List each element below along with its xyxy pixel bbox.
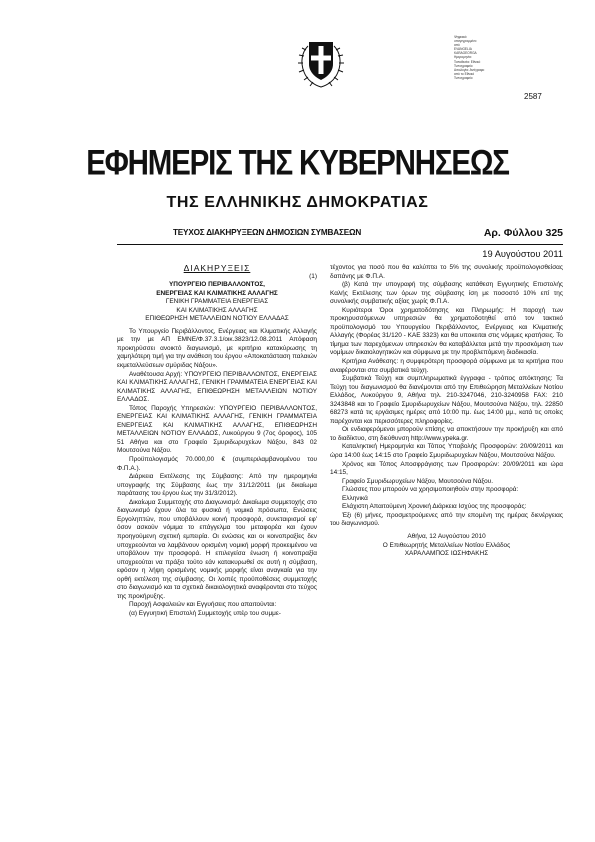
authority-line: ΓΕΝΙΚΗ ΓΡΑΜΜΑΤΕΙΑ ΕΝΕΡΓΕΙΑΣ <box>165 298 269 306</box>
paragraph: Προϋπολογισμός 70.000,00 € (συμπεριλαμβανομένου του Φ.Π.Α.). <box>117 456 317 472</box>
left-column <box>117 264 317 618</box>
paragraph: Κυριότεροι Όροι χρηματοδότησης και Πληρωμής: Η παροχή των προκηρυσσόμενων υπηρεσιών θα χρηματοδοτηθεί από τον τακτικό προϋπολογισμό του Υπουργείου Περιβάλλοντος, Ενέργειας και Κλιματικής Αλλαγής (Φορέας 31/120 - ΚΑΕ 3323) και θα υποκειται στις νόμιμες κρατήσεις. Το τίμημα των παρεχόμενων υπηρεσιών θα καταβάλλεται μετά την προσκόμιση των νομίμων δικαιολογητικών και σύμφωνα με την προβλεπόμενη διαδικασία. <box>330 306 563 357</box>
paragraph: Καταληκτική Ημερομηνία και Τόπος Υποβολής Προσφορών: 20/09/2011 και ώρα 14:00 έως 14:15 στο Γραφείο Σμυριδωρυχείων Νάξου, Μουτσούνα Νάξου. <box>330 443 563 460</box>
paragraph: Γλώσσες που μπορούν να χρησιμοποιηθούν στην προσφορά: <box>342 486 519 494</box>
issue-date: 19 Αυγούστου 2011 <box>482 249 563 259</box>
paragraph: Το Υπουργείο Περιβάλλοντος, Ενέργειας και Κλιματικής Αλλαγής με την με ΑΠ ΕΜΝΕ/Φ.37.3.1/οικ.3823/12.08.2011 Απόφαση προκηρύσσει ανοικτό διαγωνισμό, με κριτήριο κατακύρωσης τη χαμηλότερη τιμή για την ανάθεση του έργου «Αποκατάσταση παλαιών εκμεταλλεύσεων σμύριδας Νάξου». <box>117 327 317 370</box>
issue-header <box>117 228 563 242</box>
issue-number: Αρ. Φύλλου 325 <box>483 227 563 239</box>
stamp-line: Τοποθεσία: Εθνικό <box>454 59 481 64</box>
paragraph: Έξι (6) μήνες, προσμετρούμενες από την επομένη της ημέρας διενέργειας του διαγωνισμού. <box>330 511 563 528</box>
gazette-title: ΕΦΗΜΕΡΙΣ ΤΗΣ ΚΥΒΕΡΝΗΣΕΩΣ <box>86 143 509 183</box>
right-column <box>330 264 563 559</box>
stamp-line: Τυπογραφείο <box>454 63 473 68</box>
stamp-line: Ψηφιακά <box>454 35 467 39</box>
header-divider <box>117 244 563 245</box>
stamp-line: KARAGEORGA <box>454 51 477 56</box>
paragraph: Παροχή Ασφαλειών και Εγγυήσεις που απαιτούνται: <box>129 601 277 609</box>
closing-place-date: Αθήνα, 12 Αυγούστου 2010 <box>407 532 486 540</box>
paragraph: Ελληνικά <box>342 494 368 502</box>
stamp-line: υπογεγραμμένο <box>454 39 477 44</box>
paragraph: (α) Εγγυητική Επιστολή Συμμετοχής υπέρ του συμμε- <box>129 609 281 617</box>
paragraph: (β) Κατά την υπογραφή της σύμβασης κατάθεση Εγγυητικής Επιστολής Καλής Εκτέλεσης των όρων της σύμβασης ίση με ποσοστό 10% επί της συνολικής συμβατικής αξίας χωρίς Φ.Π.Α. <box>330 281 563 306</box>
paragraph: Γραφείο Σμυριδωρυχείων Νάξου, Μουτσούνα Νάξου. <box>342 477 494 485</box>
authority-line: ΚΑΙ ΚΛΙΜΑΤΙΚΗΣ ΑΛΛΑΓΗΣ <box>176 306 258 314</box>
paragraph: Συμβατικά Τεύχη και συμπληρωματικά έγγραφα - τρόπος απόκτησης: Τα Τεύχη του διαγωνισμού θα διανέμονται από την Επιθεώρηση Μεταλλείων Νοτίου Ελλάδος, Λυκούργου 9, Αθήνα τηλ. 210-3247046, 210-3240958 FAX: 210 3243848 και το Γραφείο Σμυριδωρυχείων Νάξου, Μουτσούνα Νάξου, τηλ. 22850 68273 κατά τις εργάσιμες ημέρες από 10:00 πμ. έως 14:00 μμ., κατά τις οποίες παρέχονται και περισσότερες πληροφορίες. <box>330 375 563 425</box>
section-heading: ΔΙΑΚΗΡΥΞΕΙΣ <box>183 263 251 273</box>
stamp-line: από <box>454 43 460 48</box>
authority-line: ΥΠΟΥΡΓΕΙΟ ΠΕΡΙΒΑΛΛΟΝΤΟΣ, <box>169 281 265 289</box>
stamp-line: Αιτιολογία: Αντίγραφο <box>454 67 485 72</box>
paragraph: Αναθέτουσα Αρχή: ΥΠΟΥΡΓΕΙΟ ΠΕΡΙΒΑΛΛΟΝΤΟΣ, ΕΝΕΡΓΕΙΑΣ ΚΑΙ ΚΛΙΜΑΤΙΚΗΣ ΑΛΛΑΓΗΣ, ΓΕΝΙΚΗ ΓΡΑΜΜΑΤΕΙΑ ΕΝΕΡΓΕΙΑΣ ΚΑΙ ΚΛΙΜΑΤΙΚΗΣ ΑΛΛΑΓΗΣ, ΕΠΙΘΕΩΡΗΣΗ ΜΕΤΑΛΛΕΙΩΝ ΝΟΤΙΟΥ ΕΛΛΑΔΟΣ. <box>117 370 317 404</box>
paragraph: Δικαίωμα Συμμετοχής στο Διαγωνισμό: Δικαίωμα συμμετοχής στο διαγωνισμό έχουν όλα τα φυσικά ή νομικά πρόσωπα, Ενώσεις Εργοληπτών, που υποβάλλουν κοινή προσφορά, συνεταιρισμοί εφ' όσον ασκούν νόμιμα το επάγγελμα του μεταφορέα και έχουν προηγούμενη σχετική εμπειρία. Οι ενώσεις και οι κοινοπραξίες δεν υποχρεούνται να λαμβάνουν ορισμένη νομική μορφή προκειμένου να υποβάλουν την προσφορά. Η επιλεγείσα ένωση ή κοινοπραξία υποχρεούται να πράξει τούτο εάν κατακυρωθεί σε αυτή η σύμβαση, εφόσον η λήψη ορισμένης νομικής μορφής είναι αναγκαία για την ορθή εκτέλεση της σύμβασης. Οι λοιπές προϋποθέσεις συμμετοχής στο διαγωνισμό και τα σχετικά δικαιολογητικά αναφέρονται στο τεύχος της προκήρυξης. <box>117 498 317 600</box>
stamp-line: EVANGELIA <box>454 47 472 52</box>
paragraph: Διάρκεια Εκτέλεσης της Σύμβασης: Από την ημερομηνία υπογραφής της Σύμβασης έως την 31/12/2011 (με δικαίωμα παράτασης του έργου έως την 31/3/2012). <box>117 473 317 498</box>
signatory-title: Ο Επιθεωρητής Μεταλλείων Νοτίου Ελλάδος <box>382 541 511 549</box>
digital-signature-stamp <box>454 35 516 80</box>
stamp-line: Τυπογραφείο <box>454 75 473 80</box>
paragraph: Οι ενδιαφερόμενοι μπορούν επίσης να αποκτήσουν την προκήρυξη και από το διαδίκτυο, στη διεύθυνση http://www.ypeka.gr. <box>330 426 563 442</box>
paragraph: Χρόνος και Τόπος Αποσφράγισης των Προσφορών: 20/09/2011 και ώρα 14:15, <box>330 460 563 477</box>
greek-coat-of-arms-emblem <box>294 34 348 90</box>
notice-number: (1) <box>309 272 317 280</box>
paragraph: Ελάχιστη Απαιτούμενη Χρονική Διάρκεια Ισχύος της προσφοράς: <box>342 503 527 511</box>
gazette-subtitle: ΤΗΣ ΕΛΛΗΝΙΚΗΣ ΔΗΜΟΚΡΑΤΙΑΣ <box>166 194 429 211</box>
page-number: 2587 <box>524 92 542 101</box>
issue-type: ΤΕΥΧΟΣ ΔΙΑΚΗΡΥΞΕΩΝ ΔΗΜΟΣΙΩΝ ΣΥΜΒΑΣΕΩΝ <box>173 228 362 237</box>
stamp-line: Ημερομηνία: <box>454 55 472 60</box>
paragraph: τέχοντος για ποσό που θα καλύπτει το 5% της συνολικής προϋπολογισθείσας δαπάνης με Φ.Π.Α. <box>330 264 563 280</box>
authority-line: ΕΝΕΡΓΕΙΑΣ ΚΑΙ ΚΛΙΜΑΤΙΚΗΣ ΑΛΛΑΓΗΣ <box>156 289 278 297</box>
authority-line: ΕΠΙΘΕΩΡΗΣΗ ΜΕΤΑΛΛΕΙΩΝ ΝΟΤΙΟΥ ΕΛΛΑΔΑΣ <box>145 315 289 323</box>
stamp-line: από το Εθνικό <box>454 71 475 76</box>
paragraph: Τόπος Παροχής Υπηρεσιών: ΥΠΟΥΡΓΕΙΟ ΠΕΡΙΒΑΛΛΟΝΤΟΣ, ΕΝΕΡΓΕΙΑΣ ΚΑΙ ΚΛΙΜΑΤΙΚΗΣ ΑΛΛΑΓΗΣ, ΓΕΝΙΚΗ ΓΡΑΜΜΑΤΕΙΑ ΕΝΕΡΓΕΙΑΣ ΚΑΙ ΚΛΙΜΑΤΙΚΗΣ ΑΛΛΑΓΗΣ, ΕΠΙΘΕΩΡΗΣΗ ΜΕΤΑΛΛΕΙΩΝ ΝΟΤΙΟΥ ΕΛΛΑΔΟΣ, Λυκούργου 9 (7ος όροφος), 105 51 Αθήνα και στο Γραφείο Σμυριδωρυχείων Νάξου, 843 02 Μουτσούνα Νάξου. <box>117 404 317 455</box>
paragraph: Κριτήρια Ανάθεσης: η συμφερότερη προσφορά σύμφωνα με τα κριτήρια που αναφέρονται στα συμβατικά τεύχη. <box>330 358 563 374</box>
signatory-name: ΧΑΡΑΛΑΜΠΟΣ ΙΩΣΗΦΑΚΗΣ <box>404 550 489 558</box>
